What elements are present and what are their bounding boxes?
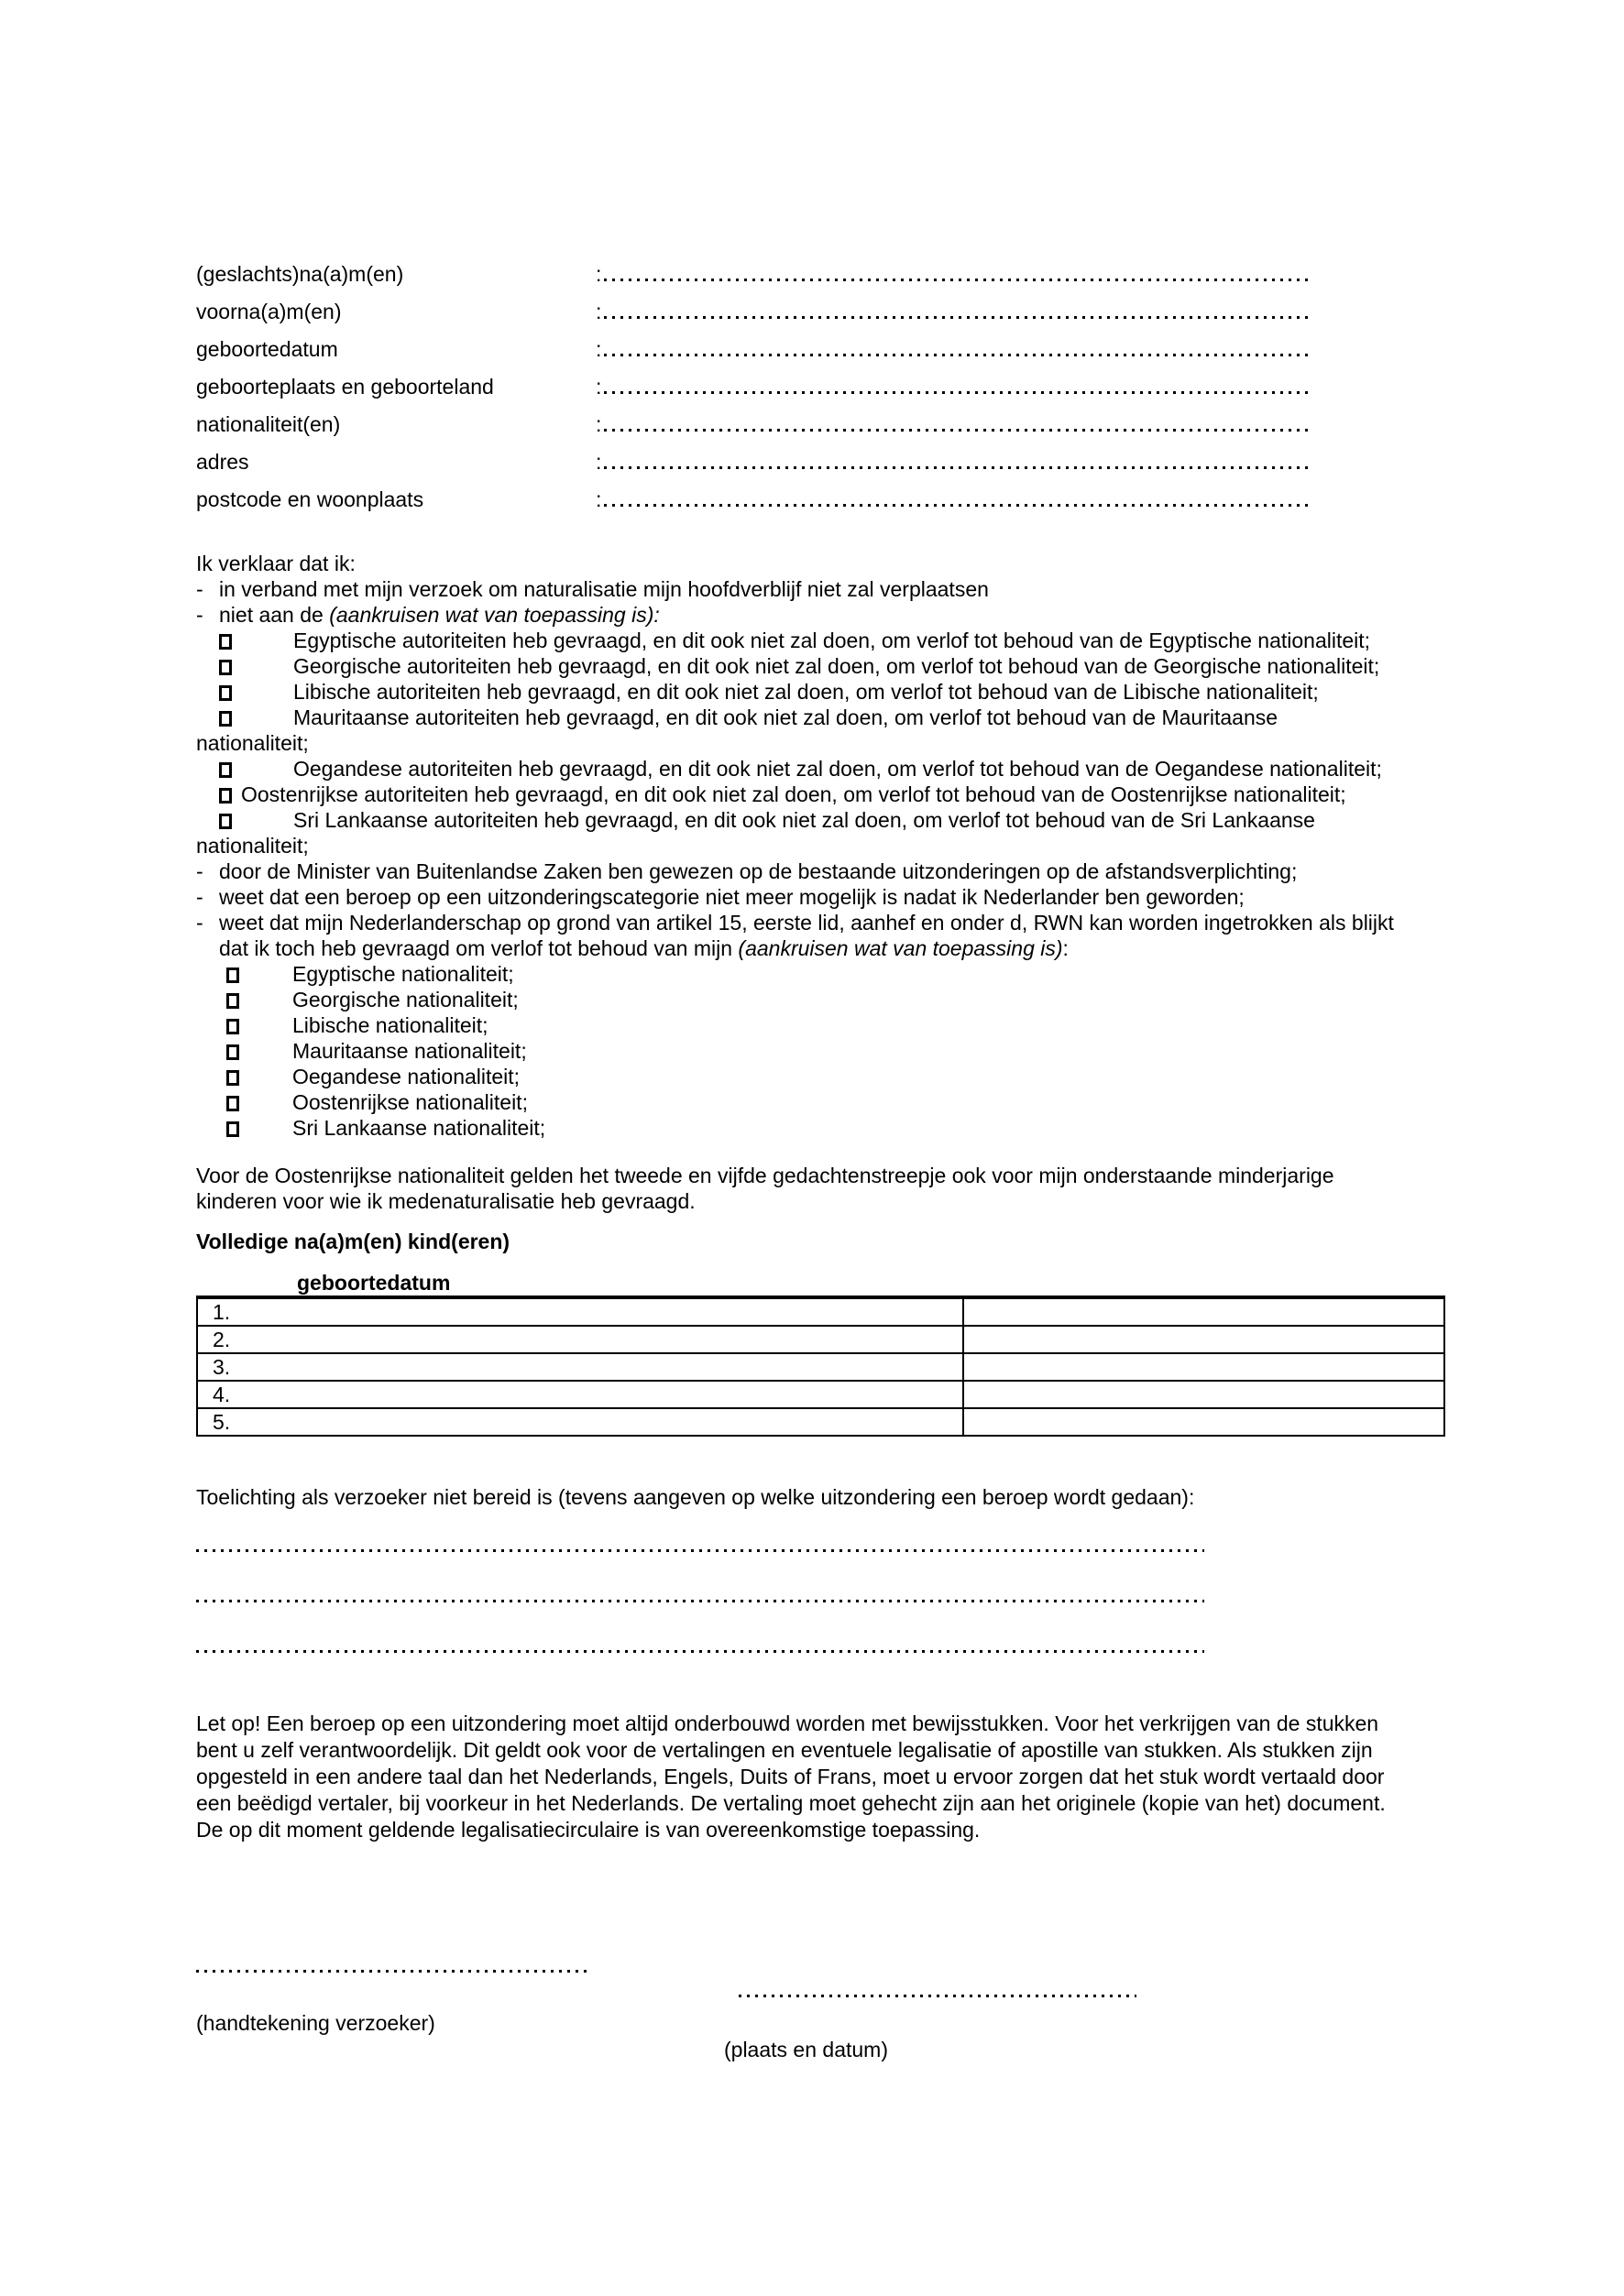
- authority-option-egyptisch: [196, 628, 1461, 653]
- option-text-continuation: nationaliteit;: [196, 731, 309, 755]
- authority-option-mauritaans: [196, 705, 1461, 730]
- empty-checkbox[interactable]: [219, 788, 232, 804]
- authority-option-oegandees: [196, 756, 1461, 782]
- toelichting-write-in-line[interactable]: [196, 1549, 1204, 1552]
- toelichting-write-in-line[interactable]: [196, 1600, 1204, 1602]
- option-text: Egyptische autoriteiten heb gevraagd, en dit ook niet zal doen, om verlof tot behoud van de Egyptische nationaliteit;: [293, 629, 1371, 652]
- child-name-cell[interactable]: [197, 1408, 963, 1436]
- option-text: Sri Lankaanse nationaliteit;: [292, 1116, 546, 1140]
- empty-checkbox[interactable]: [226, 1096, 239, 1111]
- nationality-option-egyptisch: [196, 961, 1461, 987]
- dash-bullet: -: [196, 885, 203, 909]
- signature-write-in-line[interactable]: [196, 1970, 592, 1973]
- empty-checkbox[interactable]: [219, 814, 232, 829]
- option-text: Libische nationaliteit;: [292, 1013, 488, 1037]
- nationality-option-georgisch: [196, 987, 1461, 1012]
- field-label: postcode en woonplaats: [196, 487, 424, 511]
- child-birthdate-cell[interactable]: [963, 1297, 1444, 1326]
- signature-section: [196, 1970, 1333, 2098]
- child-birthdate-cell[interactable]: [963, 1353, 1444, 1381]
- field-input-line[interactable]: [604, 316, 1311, 319]
- field-label: (geslachts)na(a)m(en): [196, 262, 404, 286]
- option-text: Georgische nationaliteit;: [292, 988, 519, 1011]
- declaration-bullet: [196, 576, 1461, 602]
- declaration-bullet: [196, 858, 1461, 884]
- empty-checkbox[interactable]: [226, 968, 239, 983]
- field-separator: :: [596, 375, 602, 399]
- row-number: 4.: [213, 1383, 231, 1406]
- field-label: geboortedatum: [196, 337, 338, 361]
- field-separator: :: [596, 412, 602, 436]
- field-separator: :: [596, 450, 602, 474]
- empty-checkbox[interactable]: [219, 685, 232, 701]
- bullet-text-italic: (aankruisen wat van toepassing is): [738, 936, 1063, 960]
- declaration-bullet: [196, 602, 1461, 628]
- empty-checkbox[interactable]: [219, 762, 232, 778]
- children-table-title: Volledige na(a)m(en) kind(eren): [196, 1230, 510, 1253]
- field-row-geboorteplaats: [196, 374, 1311, 411]
- declaration-intro: Ik verklaar dat ik:: [196, 552, 356, 575]
- empty-checkbox[interactable]: [226, 993, 239, 1009]
- personal-fields-section: [196, 261, 1461, 524]
- table-row: [197, 1408, 1444, 1436]
- option-text: Oegandese autoriteiten heb gevraagd, en dit ook niet zal doen, om verlof tot behoud van de Oegandese nationaliteit;: [293, 757, 1382, 781]
- let-op-line: Let op! Een beroep op een uitzondering moet altijd onderbouwd worden met bewijsstukken. Voor het verkrijgen van de stukken: [196, 1711, 1379, 1735]
- signature-label: (handtekening verzoeker): [196, 2011, 435, 2035]
- field-row-voornamen: [196, 299, 1311, 336]
- option-text: Sri Lankaanse autoriteiten heb gevraagd, en dit ook niet zal doen, om verlof tot behoud van de Sri Lankaanse: [293, 808, 1315, 832]
- empty-checkbox[interactable]: [226, 1121, 239, 1137]
- field-row-postcode: [196, 487, 1311, 524]
- option-text: Oegandese nationaliteit;: [292, 1065, 521, 1088]
- child-birthdate-cell[interactable]: [963, 1326, 1444, 1353]
- row-number: 5.: [213, 1410, 231, 1434]
- dash-bullet: -: [196, 603, 203, 627]
- field-input-line[interactable]: [604, 466, 1311, 469]
- empty-checkbox[interactable]: [226, 1044, 239, 1060]
- bullet-text-continuation: dat ik toch heb gevraagd om verlof tot behoud van mijn (aankruisen wat van toepassing is):: [219, 936, 1069, 960]
- children-table: [196, 1296, 1445, 1437]
- bullet-text: weet dat mijn Nederlanderschap op grond van artikel 15, eerste lid, aanhef en onder d, RWN kan worden ingetrokken als blijkt: [219, 911, 1394, 935]
- field-row-geslachtsnaam: [196, 261, 1311, 299]
- declaration-bullet: [196, 910, 1461, 935]
- bullet-text: weet dat een beroep op een uitzonderingscategorie niet meer mogelijk is nadat ik Nederlander ben geworden;: [219, 885, 1245, 909]
- field-separator: :: [596, 337, 602, 361]
- field-label: adres: [196, 450, 249, 474]
- option-text: Georgische autoriteiten heb gevraagd, en dit ook niet zal doen, om verlof tot behoud van de Georgische nationaliteit;: [293, 654, 1380, 678]
- field-input-line[interactable]: [604, 504, 1311, 507]
- authority-option-georgisch: [196, 653, 1461, 679]
- option-text: Egyptische nationaliteit;: [292, 962, 514, 986]
- field-separator: :: [596, 300, 602, 323]
- empty-checkbox[interactable]: [219, 660, 232, 675]
- field-input-line[interactable]: [604, 391, 1311, 394]
- table-row: [197, 1381, 1444, 1408]
- row-number: 3.: [213, 1355, 231, 1379]
- field-row-adres: [196, 449, 1311, 487]
- child-birthdate-cell[interactable]: [963, 1408, 1444, 1436]
- row-number: 1.: [213, 1300, 231, 1324]
- authority-option-libisch: [196, 679, 1461, 705]
- toelichting-heading: Toelichting als verzoeker niet bereid is (tevens aangeven op welke uitzondering een beroep wordt gedaan):: [196, 1485, 1195, 1509]
- let-op-paragraph: [196, 1711, 1461, 1843]
- austria-note-line: kinderen voor wie ik medenaturalisatie heb gevraagd.: [196, 1189, 696, 1213]
- field-input-line[interactable]: [604, 429, 1311, 432]
- field-label: geboorteplaats en geboorteland: [196, 375, 494, 399]
- authority-option-oostenrijks: [196, 782, 1461, 807]
- field-row-geboortedatum: [196, 336, 1311, 374]
- field-separator: :: [596, 262, 602, 286]
- dash-bullet: -: [196, 859, 203, 883]
- option-text: Oostenrijkse autoriteiten heb gevraagd, en dit ook niet zal doen, om verlof tot behoud van de Oostenrijkse nationaliteit;: [241, 782, 1346, 806]
- empty-checkbox[interactable]: [219, 634, 232, 650]
- field-input-line[interactable]: [604, 279, 1311, 281]
- bullet-text: door de Minister van Buitenlandse Zaken ben gewezen op de bestaande uitzonderingen op de afstandsverplichting;: [219, 859, 1298, 883]
- toelichting-write-in-line[interactable]: [196, 1650, 1204, 1653]
- page-content: [196, 261, 1461, 1843]
- bullet-text-italic: (aankruisen wat van toepassing is):: [329, 603, 660, 627]
- place-date-label: (plaats en datum): [724, 2038, 888, 2061]
- nationality-option-mauritaans: [196, 1038, 1461, 1064]
- authority-option-srilankaans: [196, 807, 1461, 833]
- child-name-cell[interactable]: [197, 1381, 963, 1408]
- option-text: Mauritaanse autoriteiten heb gevraagd, en dit ook niet zal doen, om verlof tot behoud van de Mauritaanse: [293, 705, 1278, 729]
- bullet-text: niet aan de (aankruisen wat van toepassing is):: [219, 603, 660, 627]
- nationality-option-libisch: [196, 1012, 1461, 1038]
- declaration-bullet: [196, 884, 1461, 910]
- empty-checkbox[interactable]: [219, 711, 232, 727]
- table-row: [197, 1326, 1444, 1353]
- place-date-write-in-line[interactable]: [739, 1995, 1136, 1997]
- option-text: Oostenrijkse nationaliteit;: [292, 1090, 528, 1114]
- child-name-cell[interactable]: [197, 1326, 963, 1353]
- let-op-line: een beëdigd vertaler, bij voorkeur in het Nederlands. De vertaling moet gehecht zijn aan het originele (kopie van het) document.: [196, 1791, 1386, 1815]
- field-label: voorna(a)m(en): [196, 300, 342, 323]
- field-separator: :: [596, 487, 602, 511]
- bullet-text: in verband met mijn verzoek om naturalisatie mijn hoofdverblijf niet zal verplaatsen: [219, 577, 989, 601]
- child-name-cell[interactable]: [197, 1353, 963, 1381]
- option-text: Libische autoriteiten heb gevraagd, en dit ook niet zal doen, om verlof tot behoud van de Libische nationaliteit;: [293, 680, 1319, 704]
- table-row: [197, 1297, 1444, 1326]
- empty-checkbox[interactable]: [226, 1070, 239, 1086]
- option-text-continuation: nationaliteit;: [196, 834, 309, 858]
- child-name-cell[interactable]: [197, 1297, 963, 1326]
- table-row: [197, 1353, 1444, 1381]
- row-number: 2.: [213, 1328, 231, 1351]
- empty-checkbox[interactable]: [226, 1019, 239, 1034]
- option-text: Mauritaanse nationaliteit;: [292, 1039, 527, 1063]
- field-row-nationaliteit: [196, 411, 1311, 449]
- let-op-line: bent u zelf verantwoordelijk. Dit geldt ook voor de vertalingen en eventuele legalisatie of apostille van stukken. Als stukken zijn: [196, 1738, 1373, 1762]
- nationality-option-srilankaans: [196, 1115, 1461, 1141]
- let-op-line: De op dit moment geldende legalisatiecirculaire is van overeenkomstige toepassing.: [196, 1818, 981, 1842]
- nationality-option-oostenrijks: [196, 1089, 1461, 1115]
- dash-bullet: -: [196, 911, 203, 935]
- austria-note-line: Voor de Oostenrijkse nationaliteit gelden het tweede en vijfde gedachtenstreepje ook voor mijn onderstaande minderjarige: [196, 1164, 1334, 1187]
- child-birthdate-cell[interactable]: [963, 1381, 1444, 1408]
- dash-bullet: -: [196, 577, 203, 601]
- nationality-option-oegandees: [196, 1064, 1461, 1089]
- field-label: nationaliteit(en): [196, 412, 341, 436]
- let-op-line: opgesteld in een andere taal dan het Nederlands, Engels, Duits of Frans, moet u ervoor zorgen dat het stuk wordt vertaald door: [196, 1765, 1385, 1788]
- children-table-date-header: geboortedatum: [297, 1271, 451, 1295]
- field-input-line[interactable]: [604, 354, 1311, 356]
